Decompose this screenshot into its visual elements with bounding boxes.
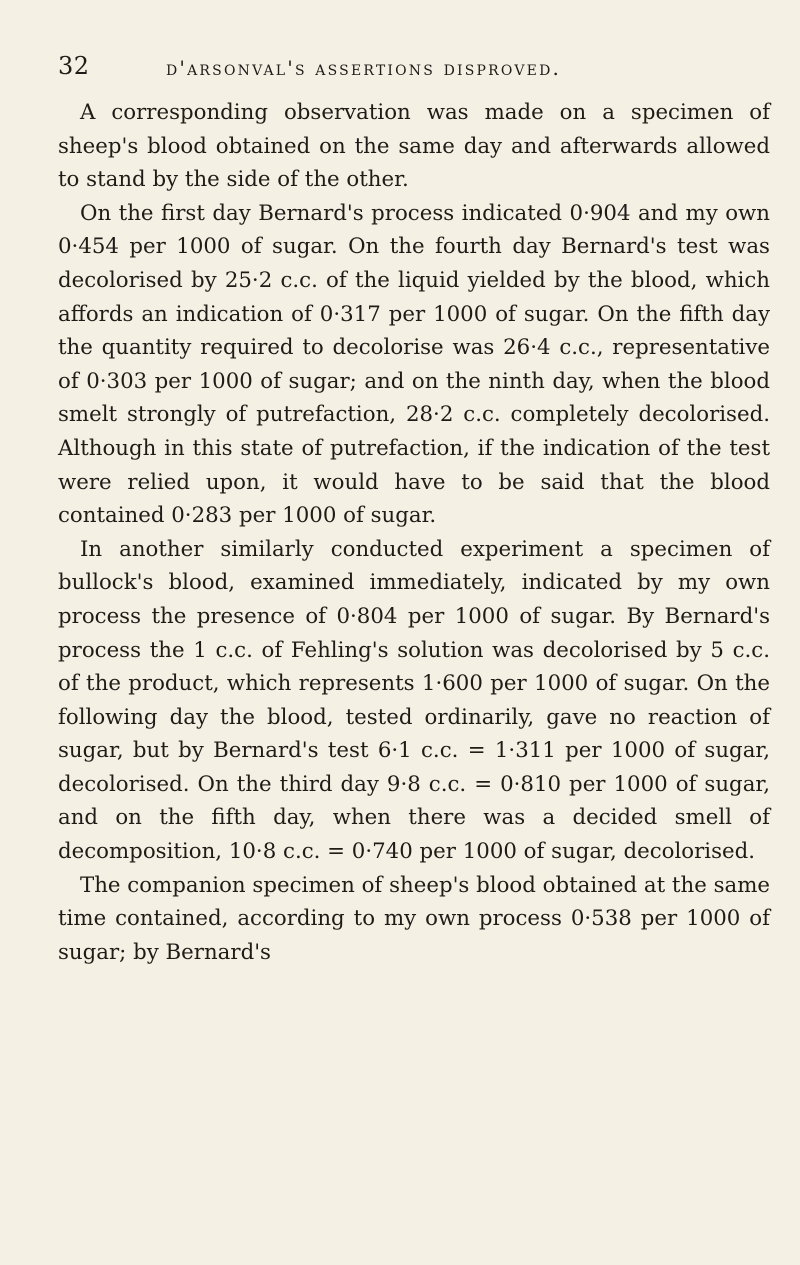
running-title: d'arsonval's assertions disproved. — [166, 56, 562, 80]
paragraph-1: A corresponding observation was made on a specimen of sheep's blood obtained on the same day and afterwards allowed to stand by the side of the other. — [58, 100, 770, 193]
page-header — [58, 52, 778, 92]
paragraph-3: In another similarly conducted experiment a specimen of bullock's blood, examined immediately, indicated by my own process the presence of 0·804 per 1000 of sugar. By Bernard's process the 1 c.c. of Fehling's solution was decolorised by 5 c.c. of the product, which represents 1·600 per 1000 of sugar. On the following day the blood, tested ordinarily, gave no reaction of sugar, but by Bernard's test 6·1 c.c. = 1·311 per 1000 of sugar, decolorised. On the third day 9·8 c.c. = 0·810 per 1000 of sugar, and on the fifth day, when there was a decided smell of decomposition, 10·8 c.c. = 0·740 per 1000 of sugar, decolorised. — [58, 536, 770, 865]
page-number: 32 — [58, 52, 90, 80]
body-text — [58, 96, 770, 969]
paragraph-2: On the first day Bernard's process indicated 0·904 and my own 0·454 per 1000 of sugar. On the fourth day Bernard's test was decolorised by 25·2 c.c. of the liquid yielded by the blood, which affords an indication of 0·317 per 1000 of sugar. On the fifth day the quantity required to decolorise was 26·4 c.c., representative of 0·303 per 1000 of sugar; and on the ninth day, when the blood smelt strongly of putrefaction, 28·2 c.c. completely decolorised. Although in this state of putrefaction, if the indication of the test were relied upon, it would have to be said that the blood contained 0·283 per 1000 of sugar. — [58, 200, 770, 529]
paragraph-4: The companion specimen of sheep's blood obtained at the same time contained, according to my own process 0·538 per 1000 of sugar; by Bernard's — [58, 872, 770, 965]
